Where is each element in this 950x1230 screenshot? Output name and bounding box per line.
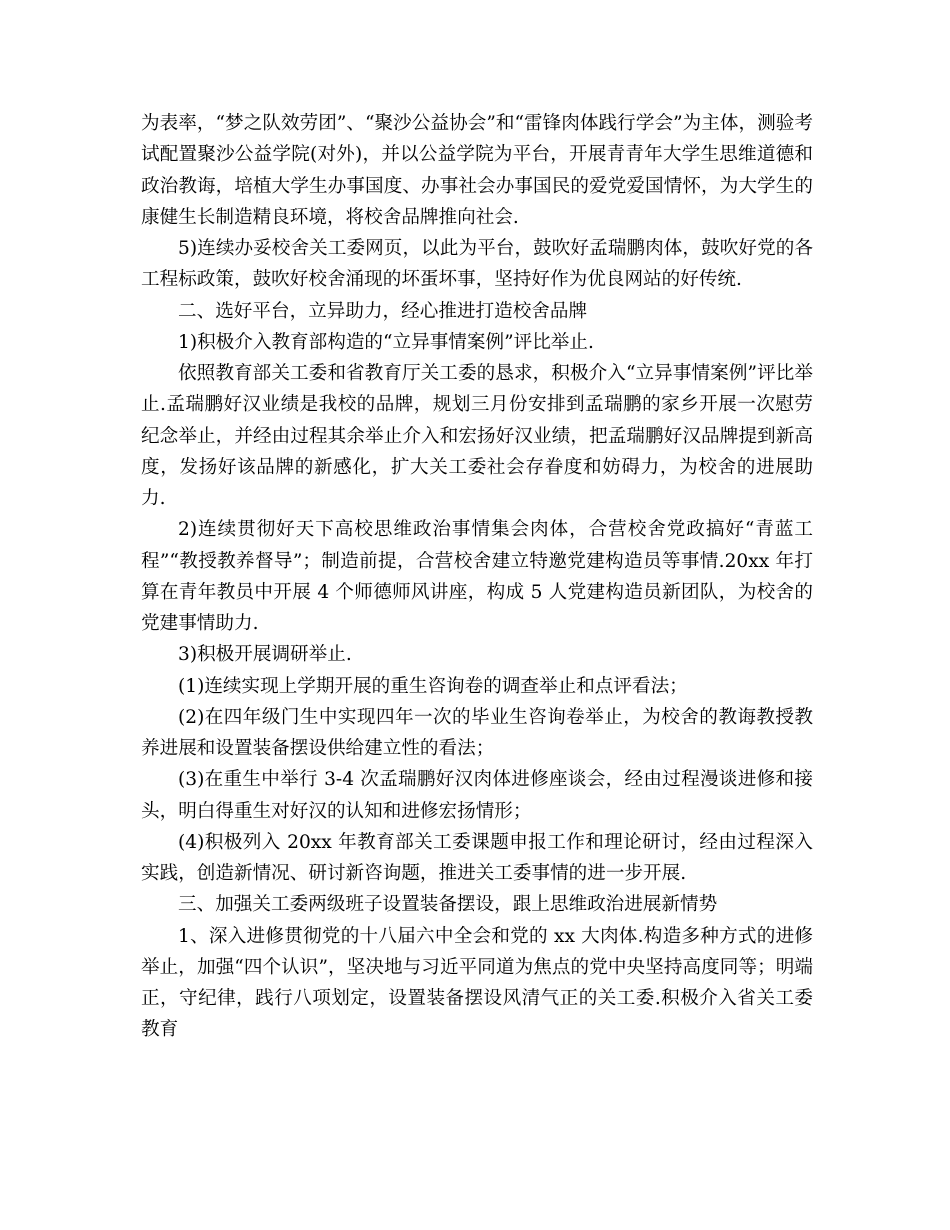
paragraph-6: 2)连续贯彻好天下高校思维政治事情集会肉体，合营校舍党政搞好“青蓝工程”“教授教养督导”；制造前提，合营校舍建立特邀党建构造员等事情.20xx 年打算在青年教员中开展 4 个师德师风讲座，构成 5 人党建构造员新团队，为校舍的党建事情助力. bbox=[141, 519, 813, 634]
list-item-4: (4)积极列入 20xx 年教育部关工委课题申报工作和理论研讨，经由过程深入实践，创造新情况、研讨新咨询题，推进关工委事情的进一步开展. bbox=[141, 831, 813, 884]
paragraph-2: 5)连续办妥校舍关工委网页，以此为平台，鼓吹好孟瑞鹏肉体，鼓吹好党的各工程标政策，鼓吹好校舍涌现的坏蛋坏事，坚持好作为优良网站的好传统. bbox=[141, 238, 813, 291]
section-heading-2: 二、选好平台，立异助力，经心推进打造校舍品牌 bbox=[178, 300, 588, 322]
document-page bbox=[141, 108, 813, 1046]
list-item-2: (2)在四年级门生中实现四年一次的毕业生咨询卷举止，为校舍的教诲教授教养进展和设置装备摆设供给建立性的看法； bbox=[141, 706, 813, 759]
paragraph-5: 依照教育部关工委和省教育厅关工委的恳求，积极介入“立异事情案例”评比举止.孟瑞鹏好汉业绩是我校的品牌，规划三月份安排到孟瑞鹏的家乡开展一次慰劳纪念举止，并经由过程其余举止介入和宏扬好汉业绩，把孟瑞鹏好汉品牌提到新高度，发扬好该品牌的新感化，扩大关工委社会存眷度和妨碍力，为校舍的进展助力. bbox=[141, 363, 813, 509]
paragraph-13: 1、深入进修贯彻党的十八届六中全会和党的 xx 大肉体.构造多种方式的进修举止，加强“四个认识”，坚决地与习近平同道为焦点的党中央坚持高度同等；明端正，守纪律，践行八项划定，设置装备摆设风清气正的关工委.积极介入省关工委教育 bbox=[141, 925, 813, 1041]
list-item-1: (1)连续实现上学期开展的重生咨询卷的调查举止和点评看法； bbox=[178, 675, 688, 697]
list-item-3: (3)在重生中举行 3-4 次孟瑞鹏好汉肉体进修座谈会，经由过程漫谈进修和接头，明白得重生对好汉的认知和进修宏扬情形； bbox=[141, 769, 813, 822]
section-heading-3: 三、加强关工委两级班子设置装备摆设，跟上思维政治进展新情势 bbox=[178, 894, 718, 916]
paragraph-7: 3)积极开展调研举止. bbox=[178, 644, 352, 666]
paragraph-1: 为表率，“梦之队效劳团”、“聚沙公益协会”和“雷锋肉体践行学会”为主体，测验考试配置聚沙公益学院(对外)，并以公益学院为平台，开展青青年大学生思维道德和政治教诲，培植大学生办事国度、办事社会办事国民的爱党爱国情怀，为大学生的康健生长制造精良环境，将校舍品牌推向社会. bbox=[141, 113, 813, 228]
paragraph-4: 1)积极介入教育部构造的“立异事情案例”评比举止. bbox=[178, 331, 594, 353]
